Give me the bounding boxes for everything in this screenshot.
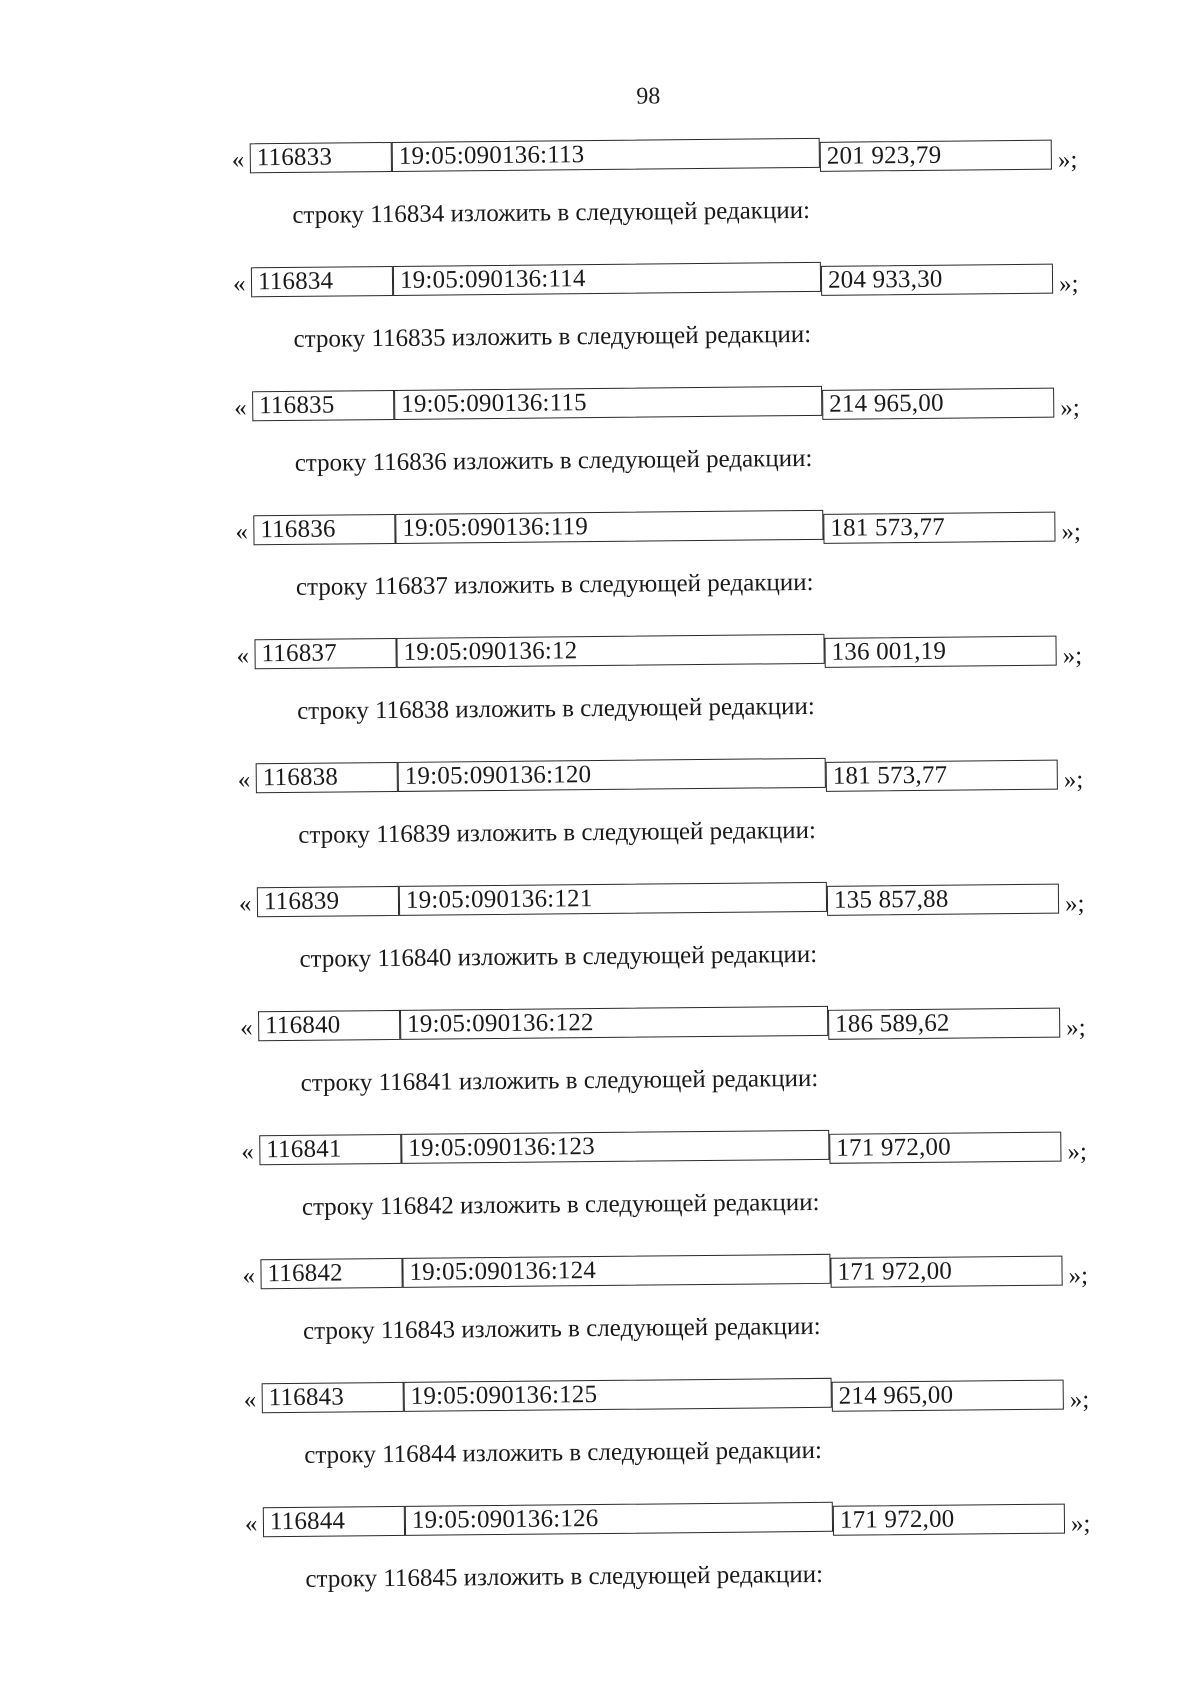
table-block (0, 630, 1200, 766)
edit-instruction: строку 116834 изложить в следующей редакции: (292, 196, 811, 229)
opening-quote: « (231, 146, 245, 174)
opening-quote: « (235, 518, 249, 546)
cadastral-number-cell: 19:05:090136:126 (405, 1502, 833, 1536)
opening-quote: « (243, 1386, 257, 1414)
opening-quote: « (242, 1262, 256, 1290)
table-block (1, 878, 1200, 1014)
edit-instruction: строку 116845 изложить в следующей редакции: (305, 1560, 824, 1593)
table-block (0, 506, 1198, 642)
row-number-cell: 116843 (262, 1382, 404, 1413)
opening-quote: « (236, 642, 250, 670)
row-number-cell: 116837 (254, 638, 396, 669)
row-number-cell: 116841 (259, 1134, 401, 1165)
table-block (3, 1126, 1200, 1262)
closing-quote: »; (1063, 766, 1084, 794)
cadastral-value-cell: 171 972,00 (833, 1504, 1065, 1536)
table-row (0, 134, 1194, 180)
cadastral-value-cell: 186 589,62 (828, 1008, 1060, 1040)
edit-instruction: строку 116844 изложить в следующей редакции: (304, 1436, 822, 1469)
row-number-cell: 116836 (253, 514, 395, 545)
closing-quote: »; (1070, 1510, 1091, 1538)
closing-quote: »; (1061, 518, 1082, 546)
cadastral-value-cell: 181 573,77 (823, 512, 1055, 544)
opening-quote: « (240, 1014, 253, 1042)
row-number-cell: 116840 (258, 1010, 400, 1041)
opening-quote: « (238, 890, 252, 918)
edit-instruction: строку 116835 изложить в следующей редакции: (293, 320, 812, 353)
closing-quote: »; (1057, 146, 1078, 174)
edit-instruction: строку 116841 изложить в следующей редакции: (300, 1064, 819, 1097)
edit-instruction: строку 116837 изложить в следующей редакции: (295, 568, 814, 601)
cadastral-number-cell: 19:05:090136:121 (399, 882, 827, 916)
closing-quote: »; (1067, 1138, 1087, 1166)
opening-quote: « (237, 766, 251, 794)
closing-quote: »; (1068, 1262, 1089, 1290)
table-block (4, 1250, 1200, 1386)
cadastral-value-cell: 181 573,77 (826, 760, 1058, 792)
row-number-cell: 116844 (263, 1506, 405, 1537)
cadastral-value-cell: 135 857,88 (827, 884, 1059, 916)
cadastral-number-cell: 19:05:090136:119 (395, 510, 823, 544)
cadastral-value-cell: 214 965,00 (832, 1380, 1064, 1412)
table-block (6, 1374, 1200, 1510)
opening-quote: « (241, 1138, 254, 1166)
cadastral-value-cell: 214 965,00 (822, 388, 1054, 420)
row-number-cell: 116834 (251, 266, 393, 297)
closing-quote: »; (1062, 642, 1083, 670)
table-block (0, 754, 1200, 890)
row-number-cell: 116842 (260, 1258, 402, 1289)
cadastral-value-cell: 201 923,79 (820, 140, 1052, 172)
cadastral-number-cell: 19:05:090136:125 (404, 1378, 832, 1412)
cadastral-number-cell: 19:05:090136:120 (398, 758, 826, 792)
closing-quote: »; (1058, 270, 1079, 298)
cadastral-number-cell: 19:05:090136:124 (402, 1254, 830, 1288)
closing-quote: »; (1064, 890, 1085, 918)
edit-instruction: строку 116838 изложить в следующей редакции: (297, 692, 815, 725)
row-number-cell: 116838 (256, 762, 398, 793)
edit-instruction: строку 116836 изложить в следующей редакции: (294, 444, 813, 477)
cadastral-number-cell: 19:05:090136:114 (393, 262, 821, 296)
edit-instruction: строку 116839 изложить в следующей редакции: (298, 816, 817, 849)
opening-quote: « (232, 270, 246, 298)
edit-instruction: строку 116843 изложить в следующей редакции: (302, 1312, 821, 1345)
table-block (7, 1498, 1200, 1634)
table-block (0, 134, 1195, 270)
row-number-cell: 116835 (252, 390, 394, 421)
row-number-cell: 116839 (257, 886, 399, 917)
cadastral-value-cell: 171 972,00 (830, 1256, 1062, 1288)
table-block (2, 1002, 1200, 1138)
page-number: 98 (636, 83, 661, 110)
cadastral-number-cell: 19:05:090136:123 (401, 1130, 829, 1164)
cadastral-number-cell: 19:05:090136:113 (392, 138, 820, 172)
cadastral-number-cell: 19:05:090136:12 (396, 634, 824, 668)
table-block (0, 258, 1196, 394)
closing-quote: »; (1066, 1014, 1086, 1042)
cadastral-value-cell: 136 001,19 (824, 636, 1056, 668)
cadastral-value-cell: 204 933,30 (821, 264, 1053, 296)
edit-instruction: строку 116842 изложить в следующей редакции: (301, 1188, 820, 1221)
opening-quote: « (244, 1510, 258, 1538)
row-number-cell: 116833 (250, 142, 392, 173)
closing-quote: »; (1069, 1386, 1090, 1414)
cadastral-number-cell: 19:05:090136:115 (394, 386, 822, 420)
cadastral-number-cell: 19:05:090136:122 (400, 1006, 828, 1040)
table-block (0, 382, 1197, 518)
cadastral-value-cell: 171 972,00 (829, 1132, 1061, 1164)
closing-quote: »; (1060, 394, 1080, 422)
opening-quote: « (234, 394, 247, 422)
edit-instruction: строку 116840 изложить в следующей редакции: (299, 940, 818, 973)
